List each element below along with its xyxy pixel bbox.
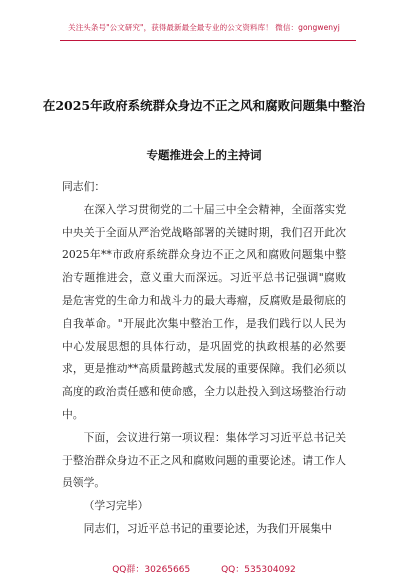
paragraph: 同志们，习近平总书记的重要论述，为我们开展集中	[83, 521, 332, 535]
document-subtitle: 专题推进会上的主持词	[146, 148, 262, 162]
paragraph: （学习完毕）	[83, 499, 149, 513]
footer	[0, 562, 408, 575]
paragraph: 在深入学习贯彻党的二十届三中全会精神，全面落实党中央关于全面从严治党战略部署的关键时期，我们召开此次2025年**市政府系统群众身边不正之风和腐败问题集中整治专题推进会，意义重大而深远。习近平总书记强调"腐败是危害党的生命力和战斗力的最大毒瘤，反腐败是最彻底的自我革命。"开展此次集中整治工作，是我们践行以人民为中心发展思想的具体行动，是巩固党的执政根基的必然要求，更是推动**高质量跨越式发展的重要保障。我们必须以高度的政治责任感和使命感，全力以赴投入到这场整治行动中。	[62, 202, 346, 421]
header-note: 关注头条号"公文研究"，获得最新最全最专业的公文资料库！ 微信：gongwenyj	[68, 23, 340, 32]
greeting: 同志们：	[62, 180, 106, 193]
paragraph: 下面，会议进行第一项议程：集体学习习近平总书记关于整治群众身边不正之风和腐败问题的重要论述。请工作人员领学。	[62, 430, 346, 490]
document-body	[62, 176, 346, 541]
footer-qq: QQ：535304092	[221, 565, 296, 575]
header-divider	[60, 40, 356, 41]
footer-qq-group: QQ群：30265665	[112, 565, 191, 575]
document-title: 在2025年政府系统群众身边不正之风和腐败问题集中整治	[42, 98, 366, 113]
